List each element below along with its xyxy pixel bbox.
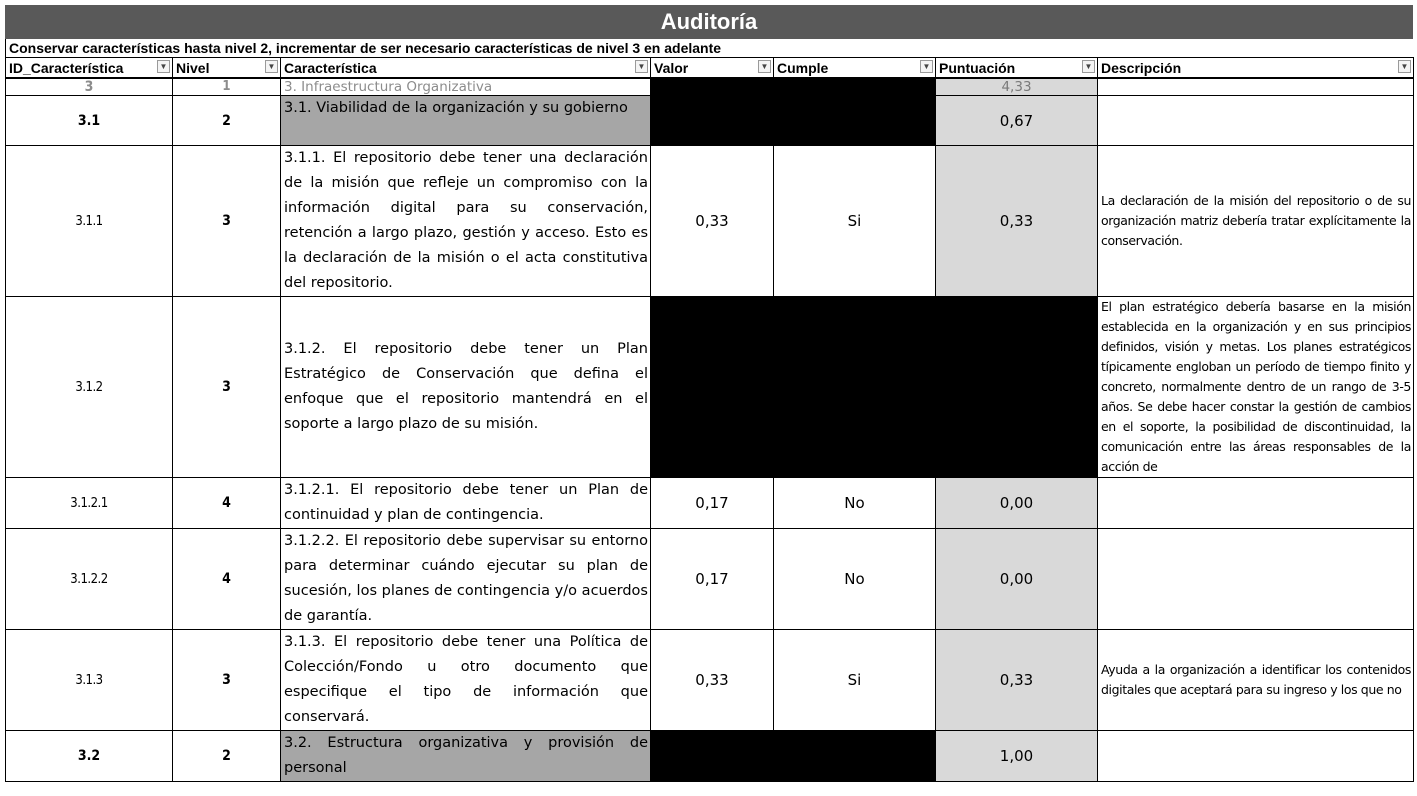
cell-valor[interactable]	[651, 96, 774, 146]
table-row	[6, 529, 1414, 630]
instructions-note: Conservar características hasta nivel 2, incrementar de ser necesario características de nivel 3 en adelante	[5, 39, 1413, 57]
header-valor-label: Valor	[654, 59, 689, 76]
cell-puntuacion[interactable]: 0,33	[936, 630, 1098, 731]
header-cumple-label: Cumple	[777, 59, 829, 76]
spreadsheet	[5, 5, 1413, 782]
cell-puntuacion[interactable]: 4,33	[936, 78, 1098, 96]
cell-id[interactable]: 3.1.2.1	[6, 478, 173, 529]
cell-descripcion[interactable]	[1098, 731, 1414, 782]
cell-caracteristica[interactable]: 3.1.2.2. El repositorio debe supervisar su entorno para determinar cuándo ejecutar su plan de sucesión, los planes de contingencia y/o acuerdos de garantía.	[281, 529, 651, 630]
cell-valor[interactable]: 0,33	[651, 146, 774, 297]
filter-dropdown-icon[interactable]: ▼	[758, 60, 771, 73]
header-caracteristica-label: Característica	[284, 59, 377, 76]
cell-valor[interactable]	[651, 297, 774, 478]
cell-descripcion[interactable]: La declaración de la misión del repositorio o de su organización matriz debería tratar explícitamente la conservación.	[1098, 146, 1414, 297]
cell-cumple[interactable]: Si	[774, 146, 936, 297]
table-row	[6, 731, 1414, 782]
table-row	[6, 297, 1414, 478]
cell-caracteristica[interactable]: 3.1.3. El repositorio debe tener una Política de Colección/Fondo u otro documento que especifique el tipo de información que conservará.	[281, 630, 651, 731]
cell-cumple[interactable]	[774, 297, 936, 478]
header-caracteristica	[281, 58, 651, 79]
cell-id[interactable]: 3.1.3	[6, 630, 173, 731]
cell-nivel[interactable]: 3	[173, 630, 281, 731]
cell-nivel[interactable]: 2	[173, 96, 281, 146]
header-descripcion	[1098, 58, 1414, 79]
cell-valor[interactable]: 0,17	[651, 478, 774, 529]
cell-nivel[interactable]: 4	[173, 529, 281, 630]
cell-nivel[interactable]: 4	[173, 478, 281, 529]
cell-cumple[interactable]: No	[774, 478, 936, 529]
cell-id[interactable]: 3	[6, 78, 173, 96]
header-cumple	[774, 58, 936, 79]
cell-descripcion[interactable]	[1098, 529, 1414, 630]
cell-caracteristica[interactable]: 3.1.1. El repositorio debe tener una declaración de la misión que refleje un compromiso con la información digital para su conservación, retención a largo plazo, gestión y acceso. Esto es la declaración de la misión o el acta constitutiva del repositorio.	[281, 146, 651, 297]
cell-id[interactable]: 3.2	[6, 731, 173, 782]
table-row	[6, 96, 1414, 146]
cell-id[interactable]: 3.1.2	[6, 297, 173, 478]
filter-dropdown-icon[interactable]: ▼	[920, 60, 933, 73]
cell-descripcion[interactable]: El plan estratégico debería basarse en la misión establecida en la organización y en sus principios definidos, visión y metas. Los planes estratégicos típicamente engloban un período de tiempo finito y concreto, normalmente dentro de un rango de 3-5 años. Se debe hacer constar la gestión de cambios en el soporte, la posibilidad de discontinuidad, la comunicación entre las áreas responsables de la acción de	[1098, 297, 1414, 478]
cell-caracteristica[interactable]: 3.1.2.1. El repositorio debe tener un Plan de continuidad y plan de contingencia.	[281, 478, 651, 529]
table-row	[6, 478, 1414, 529]
cell-descripcion[interactable]: Ayuda a la organización a identificar los contenidos digitales que aceptará para su ingreso y los que no	[1098, 630, 1414, 731]
header-puntuacion	[936, 58, 1098, 79]
header-nivel	[173, 58, 281, 79]
filter-dropdown-icon[interactable]: ▼	[1082, 60, 1095, 73]
table-row	[6, 146, 1414, 297]
cell-puntuacion[interactable]: 0,33	[936, 146, 1098, 297]
header-nivel-label: Nivel	[176, 59, 210, 76]
filter-dropdown-icon[interactable]: ▼	[1398, 60, 1411, 73]
cell-puntuacion[interactable]: 0,67	[936, 96, 1098, 146]
cell-caracteristica[interactable]: 3.1. Viabilidad de la organización y su gobierno	[281, 96, 651, 146]
filter-dropdown-icon[interactable]: ▼	[157, 60, 170, 73]
cell-caracteristica[interactable]: 3.2. Estructura organizativa y provisión de personal	[281, 731, 651, 782]
sheet-title: Auditoría	[5, 5, 1413, 39]
filter-dropdown-icon[interactable]: ▼	[635, 60, 648, 73]
table-row	[6, 78, 1414, 96]
cell-cumple[interactable]: Si	[774, 630, 936, 731]
header-id	[6, 58, 173, 79]
cell-valor[interactable]: 0,17	[651, 529, 774, 630]
cell-nivel[interactable]: 3	[173, 146, 281, 297]
cell-descripcion[interactable]	[1098, 478, 1414, 529]
cell-puntuacion[interactable]: 0,00	[936, 529, 1098, 630]
cell-id[interactable]: 3.1.1	[6, 146, 173, 297]
cell-cumple[interactable]	[774, 78, 936, 96]
cell-valor[interactable]	[651, 78, 774, 96]
cell-nivel[interactable]: 3	[173, 297, 281, 478]
header-puntuacion-label: Puntuación	[939, 59, 1016, 76]
cell-id[interactable]: 3.1.2.2	[6, 529, 173, 630]
cell-descripcion[interactable]	[1098, 78, 1414, 96]
filter-dropdown-icon[interactable]: ▼	[265, 60, 278, 73]
cell-valor[interactable]	[651, 731, 774, 782]
audit-table	[5, 57, 1414, 782]
cell-caracteristica[interactable]: 3. Infraestructura Organizativa	[281, 78, 651, 96]
cell-cumple[interactable]	[774, 96, 936, 146]
cell-valor[interactable]: 0,33	[651, 630, 774, 731]
cell-id[interactable]: 3.1	[6, 96, 173, 146]
table-row	[6, 630, 1414, 731]
cell-nivel[interactable]: 2	[173, 731, 281, 782]
header-row	[6, 58, 1414, 79]
cell-cumple[interactable]: No	[774, 529, 936, 630]
cell-cumple[interactable]	[774, 731, 936, 782]
cell-nivel[interactable]: 1	[173, 78, 281, 96]
cell-caracteristica[interactable]: 3.1.2. El repositorio debe tener un Plan Estratégico de Conservación que defina el enfoque que el repositorio mantendrá en el soporte a largo plazo de su misión.	[281, 297, 651, 478]
cell-puntuacion[interactable]	[936, 297, 1098, 478]
cell-puntuacion[interactable]: 1,00	[936, 731, 1098, 782]
header-valor	[651, 58, 774, 79]
cell-puntuacion[interactable]: 0,00	[936, 478, 1098, 529]
header-id-label: ID_Característica	[9, 59, 124, 76]
header-descripcion-label: Descripción	[1101, 59, 1182, 76]
cell-descripcion[interactable]	[1098, 96, 1414, 146]
